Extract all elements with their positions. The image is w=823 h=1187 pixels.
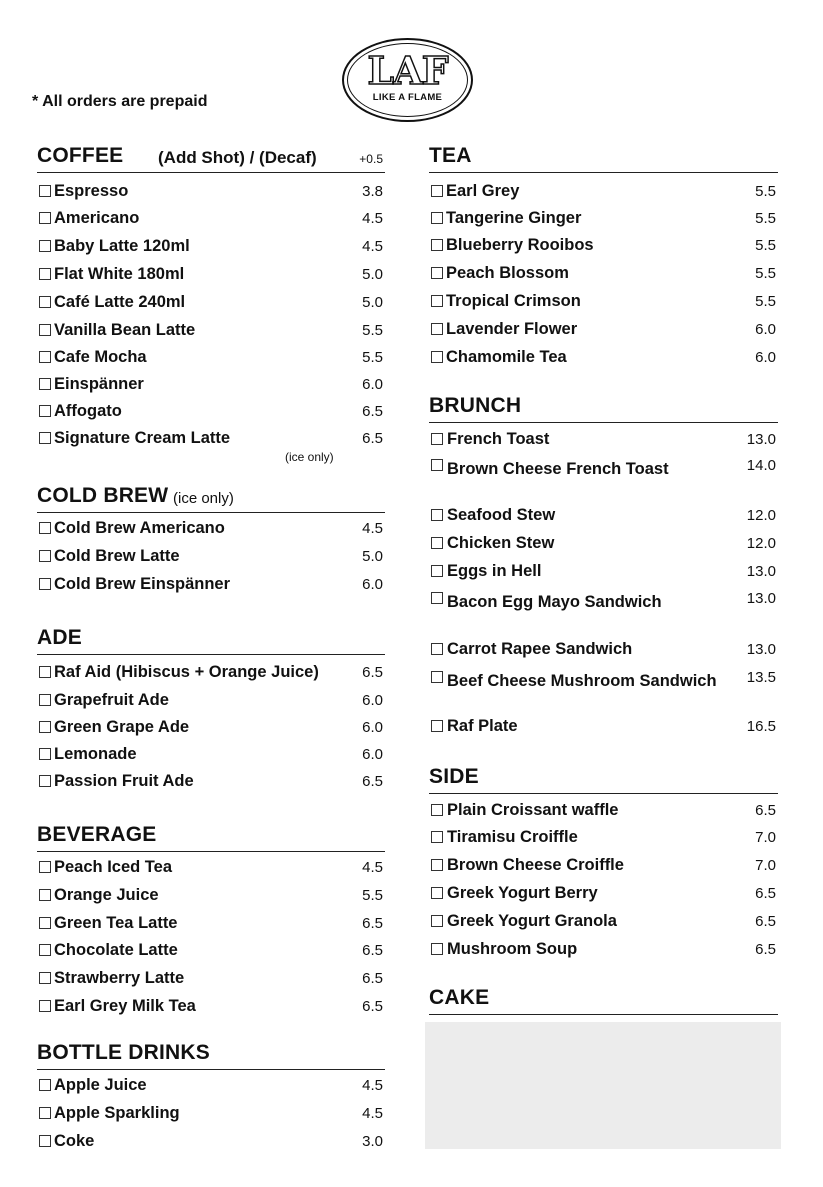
menu-item[interactable] (429, 182, 778, 204)
menu-item[interactable] (429, 320, 778, 342)
item-name: Raf Aid (Hibiscus + Orange Juice) (54, 663, 319, 681)
cake-header (429, 985, 778, 1015)
checkbox[interactable] (431, 565, 443, 577)
checkbox[interactable] (39, 861, 51, 873)
item-name: Chicken Stew (447, 534, 555, 552)
item-price: 6.0 (362, 576, 383, 593)
bottle-drinks-header (37, 1040, 385, 1070)
item-name: Raf Plate (447, 717, 518, 735)
menu-item[interactable] (37, 691, 385, 713)
menu-item[interactable] (429, 209, 778, 231)
item-name: Earl Grey Milk Tea (54, 997, 196, 1015)
menu-item[interactable] (429, 801, 778, 823)
item-name: Americano (54, 209, 140, 227)
checkbox[interactable] (431, 592, 443, 604)
brunch-section (429, 393, 778, 743)
menu-item[interactable] (37, 886, 385, 908)
item-price: 12.0 (746, 535, 776, 552)
checkbox[interactable] (39, 578, 51, 590)
checkbox[interactable] (39, 185, 51, 197)
checkbox[interactable] (39, 378, 51, 390)
cafe-logo (342, 38, 473, 122)
checkbox[interactable] (431, 509, 443, 521)
item-name: Tiramisu Croiffle (447, 828, 578, 846)
menu-item[interactable] (37, 941, 385, 963)
item-name: Grapefruit Ade (54, 691, 169, 709)
checkbox[interactable] (39, 1000, 51, 1012)
item-name: Flat White 180ml (54, 265, 185, 283)
menu-item[interactable] (429, 717, 778, 739)
item-price: 4.5 (362, 210, 383, 227)
item-name: Greek Yogurt Berry (447, 884, 598, 902)
item-price: 13.0 (746, 431, 776, 448)
menu-item[interactable] (37, 293, 385, 315)
checkbox[interactable] (431, 943, 443, 955)
checkbox[interactable] (431, 887, 443, 899)
item-name: Lavender Flower (446, 320, 578, 338)
item-price: 6.5 (755, 885, 776, 902)
menu-item[interactable] (429, 292, 778, 314)
item-price: 13.5 (746, 669, 776, 686)
checkbox[interactable] (431, 351, 443, 363)
menu-item[interactable] (37, 663, 385, 685)
item-price: 5.5 (755, 183, 776, 200)
section-title: COFFEE (37, 144, 124, 167)
item-price: 6.5 (362, 998, 383, 1015)
item-name: Cold Brew Latte (54, 547, 180, 565)
item-name: Apple Sparkling (54, 1104, 180, 1122)
menu-item[interactable] (429, 856, 778, 878)
section-title: CAKE (429, 986, 490, 1009)
item-price: 6.5 (755, 941, 776, 958)
section-title: BRUNCH (429, 394, 522, 417)
item-name: Peach Blossom (446, 264, 569, 282)
menu-item[interactable] (37, 745, 385, 767)
item-price: 5.5 (362, 887, 383, 904)
checkbox[interactable] (431, 323, 443, 335)
side-section (429, 764, 778, 964)
item-price: 5.5 (755, 210, 776, 227)
item-price: 4.5 (362, 1105, 383, 1122)
checkbox[interactable] (431, 459, 443, 471)
section-title: SIDE (429, 765, 479, 788)
item-price: 5.5 (362, 349, 383, 366)
menu-item[interactable] (429, 590, 778, 615)
item-name: Blueberry Rooibos (446, 236, 594, 254)
checkbox[interactable] (39, 721, 51, 733)
checkbox[interactable] (431, 433, 443, 445)
item-name: Chamomile Tea (446, 348, 567, 366)
item-price: 13.0 (746, 563, 776, 580)
item-price: 5.5 (755, 265, 776, 282)
item-name: Affogato (54, 402, 122, 420)
item-name: Einspänner (54, 375, 144, 393)
item-price: 6.5 (362, 403, 383, 420)
ade-header (37, 625, 385, 655)
item-name: Tropical Crimson (446, 292, 581, 310)
item-price: 6.0 (362, 692, 383, 709)
item-price: 3.8 (362, 183, 383, 200)
ade-section (37, 625, 385, 800)
item-price: 5.0 (362, 266, 383, 283)
item-name: Apple Juice (54, 1076, 147, 1094)
item-name: Strawberry Latte (54, 969, 185, 987)
item-name: Plain Croissant waffle (447, 801, 619, 819)
item-name: Green Grape Ade (54, 718, 190, 736)
item-name: Peach Iced Tea (54, 858, 173, 876)
checkbox[interactable] (39, 1135, 51, 1147)
item-price: 6.5 (362, 430, 383, 447)
menu-item[interactable] (37, 718, 385, 740)
logo-tagline: LIKE A FLAME (372, 92, 443, 103)
menu-item[interactable] (37, 182, 385, 204)
item-price: 5.5 (755, 293, 776, 310)
checkbox[interactable] (431, 671, 443, 683)
checkbox[interactable] (39, 972, 51, 984)
coffee-subtitle: (Add Shot) / (Decaf) (158, 148, 317, 167)
checkbox[interactable] (431, 295, 443, 307)
item-name: Lemonade (54, 745, 137, 763)
item-price: 3.0 (362, 1133, 383, 1150)
checkbox[interactable] (39, 212, 51, 224)
prepaid-note: * All orders are prepaid (32, 93, 208, 110)
checkbox[interactable] (431, 804, 443, 816)
menu-item[interactable] (37, 237, 385, 259)
item-name: Espresso (54, 182, 129, 200)
item-name: Bacon Egg Mayo Sandwich (447, 593, 662, 611)
checkbox[interactable] (39, 666, 51, 678)
menu-item[interactable] (429, 348, 778, 370)
checkbox[interactable] (431, 212, 443, 224)
item-price: 13.0 (746, 641, 776, 658)
coffee-extra-price: +0.5 (359, 152, 383, 166)
checkbox[interactable] (431, 185, 443, 197)
item-name: Brown Cheese Croiffle (447, 856, 624, 874)
item-price: 4.5 (362, 859, 383, 876)
item-price: 5.0 (362, 548, 383, 565)
checkbox[interactable] (431, 267, 443, 279)
item-price: 5.0 (362, 294, 383, 311)
item-name: Cold Brew Einspänner (54, 575, 231, 593)
menu-item[interactable] (429, 884, 778, 906)
item-price: 16.5 (746, 718, 776, 735)
checkbox[interactable] (431, 720, 443, 732)
checkbox[interactable] (431, 915, 443, 927)
item-price: 14.0 (746, 457, 776, 474)
checkbox[interactable] (39, 324, 51, 336)
checkbox[interactable] (39, 748, 51, 760)
menu-item[interactable] (37, 265, 385, 287)
item-name: Vanilla Bean Latte (54, 321, 196, 339)
side-header (429, 764, 778, 794)
item-name: Coke (54, 1132, 95, 1150)
item-name: Carrot Rapee Sandwich (447, 640, 633, 658)
checkbox[interactable] (39, 351, 51, 363)
menu-item[interactable] (37, 429, 385, 451)
item-price: 6.5 (362, 970, 383, 987)
bottle-drinks-section (37, 1040, 385, 1160)
item-price: 6.0 (362, 746, 383, 763)
checkbox[interactable] (39, 268, 51, 280)
section-title: BOTTLE DRINKS (37, 1041, 210, 1064)
item-name: French Toast (447, 430, 550, 448)
item-price: 6.5 (755, 802, 776, 819)
item-price: 6.5 (362, 915, 383, 932)
tea-section (429, 143, 778, 373)
checkbox[interactable] (39, 917, 51, 929)
section-title: BEVERAGE (37, 823, 157, 846)
menu-item[interactable] (37, 1132, 385, 1154)
menu-item[interactable] (429, 264, 778, 286)
section-title: ADE (37, 626, 82, 649)
tea-header (429, 143, 778, 173)
checkbox[interactable] (39, 296, 51, 308)
item-name: Seafood Stew (447, 506, 556, 524)
item-price: 6.0 (362, 376, 383, 393)
beverage-section (37, 822, 385, 1022)
item-price: 4.5 (362, 1077, 383, 1094)
logo-mark: LAF (367, 48, 448, 93)
menu-item[interactable] (37, 1104, 385, 1126)
item-price: 6.5 (362, 942, 383, 959)
item-note: (ice only) (285, 450, 334, 464)
menu-item[interactable] (37, 772, 385, 794)
menu-item[interactable] (37, 375, 385, 397)
item-price: 6.0 (755, 321, 776, 338)
item-price: 4.5 (362, 520, 383, 537)
checkbox[interactable] (39, 432, 51, 444)
item-price: 6.0 (362, 719, 383, 736)
item-price: 6.5 (362, 773, 383, 790)
checkbox[interactable] (39, 1107, 51, 1119)
section-title: COLD BREW (37, 484, 169, 507)
checkbox[interactable] (431, 537, 443, 549)
item-price: 7.0 (755, 829, 776, 846)
menu-item[interactable] (429, 236, 778, 258)
menu-item[interactable] (37, 547, 385, 569)
menu-item[interactable] (37, 209, 385, 231)
checkbox[interactable] (39, 944, 51, 956)
cold-brew-section (37, 483, 385, 603)
item-name: Cafe Mocha (54, 348, 147, 366)
menu-item[interactable] (429, 940, 778, 962)
item-name: Signature Cream Latte (54, 429, 231, 447)
coffee-header (37, 143, 385, 173)
cake-image-placeholder (425, 1022, 781, 1149)
menu-item[interactable] (37, 321, 385, 343)
section-title: TEA (429, 144, 472, 167)
item-price: 7.0 (755, 857, 776, 874)
checkbox[interactable] (431, 831, 443, 843)
item-price: 6.5 (755, 913, 776, 930)
coffee-section (37, 143, 385, 473)
menu-item[interactable] (429, 912, 778, 934)
item-price: 6.0 (755, 349, 776, 366)
item-name: Brown Cheese French Toast (447, 460, 669, 478)
checkbox[interactable] (39, 889, 51, 901)
item-name: Passion Fruit Ade (54, 772, 194, 790)
checkbox[interactable] (431, 239, 443, 251)
item-name: Tangerine Ginger (446, 209, 582, 227)
item-price: 4.5 (362, 238, 383, 255)
item-name: Eggs in Hell (447, 562, 542, 580)
menu-item[interactable] (37, 969, 385, 991)
brunch-header (429, 393, 778, 423)
menu-item[interactable] (37, 858, 385, 880)
item-name: Orange Juice (54, 886, 159, 904)
item-name: Mushroom Soup (447, 940, 578, 958)
beverage-header (37, 822, 385, 852)
item-name: Green Tea Latte (54, 914, 178, 932)
checkbox[interactable] (39, 694, 51, 706)
item-price: 13.0 (746, 590, 776, 607)
item-price: 5.5 (755, 237, 776, 254)
menu-item[interactable] (429, 669, 778, 694)
item-price: 12.0 (746, 507, 776, 524)
checkbox[interactable] (431, 643, 443, 655)
menu-item[interactable] (429, 828, 778, 850)
item-price: 5.5 (362, 322, 383, 339)
item-name: Beef Cheese Mushroom Sandwich (447, 672, 717, 690)
item-name: Chocolate Latte (54, 941, 178, 959)
menu-item[interactable] (429, 534, 778, 556)
menu-item[interactable] (429, 506, 778, 528)
item-name: Cold Brew Americano (54, 519, 225, 537)
menu-item[interactable] (429, 457, 778, 482)
checkbox[interactable] (39, 775, 51, 787)
menu-item[interactable] (37, 997, 385, 1019)
checkbox[interactable] (39, 522, 51, 534)
item-price: 6.5 (362, 664, 383, 681)
checkbox[interactable] (39, 240, 51, 252)
item-name: Baby Latte 120ml (54, 237, 190, 255)
checkbox[interactable] (39, 1079, 51, 1091)
menu-item[interactable] (37, 402, 385, 424)
menu-item[interactable] (37, 575, 385, 597)
checkbox[interactable] (431, 859, 443, 871)
menu-item[interactable] (37, 1076, 385, 1098)
menu-item[interactable] (37, 914, 385, 936)
menu-item[interactable] (429, 430, 778, 452)
cake-section (429, 985, 778, 1017)
menu-item[interactable] (37, 519, 385, 541)
menu-item[interactable] (429, 640, 778, 662)
menu-item[interactable] (37, 348, 385, 370)
checkbox[interactable] (39, 405, 51, 417)
cold-brew-header (37, 483, 385, 513)
checkbox[interactable] (39, 550, 51, 562)
item-name: Earl Grey (446, 182, 520, 200)
item-name: Greek Yogurt Granola (447, 912, 617, 930)
item-name: Café Latte 240ml (54, 293, 186, 311)
cold-brew-subtitle: (ice only) (173, 490, 234, 507)
menu-item[interactable] (429, 562, 778, 584)
